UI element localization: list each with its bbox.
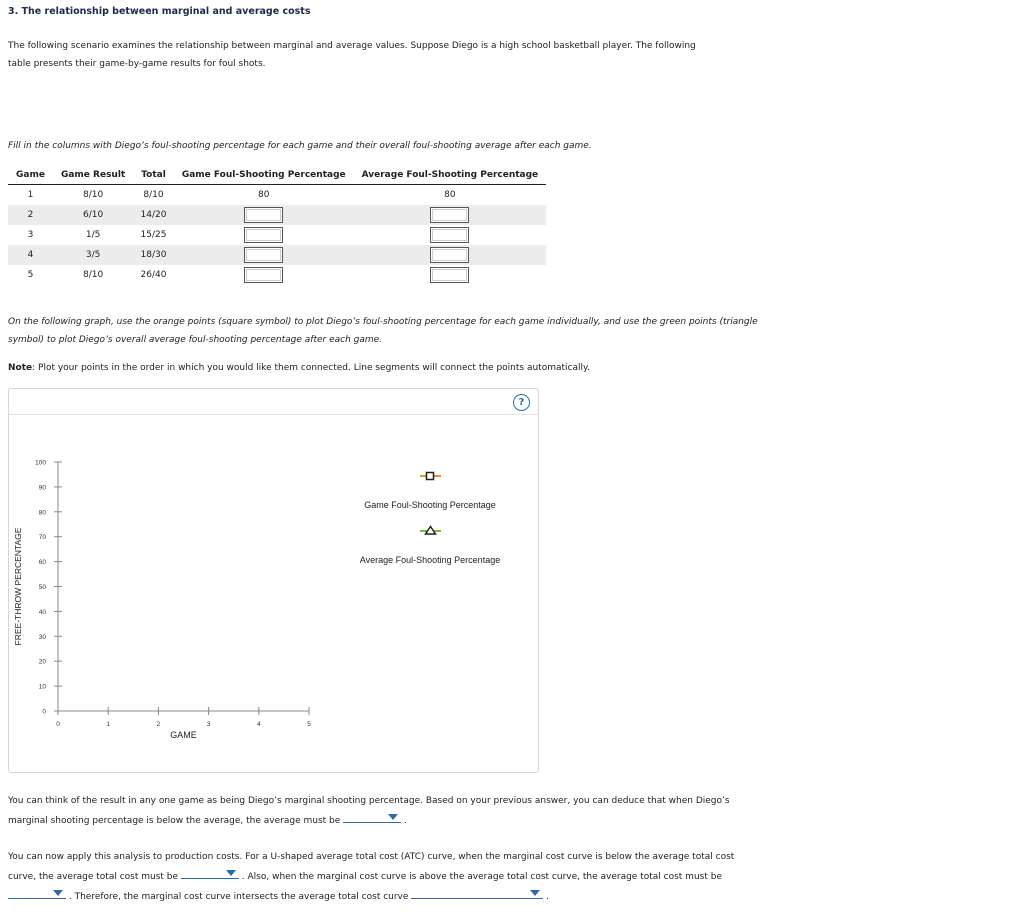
question-1-text: You can think of the result in any one game as being Diego’s marginal shooting percentage. Based on your previous answer, you can deduce that when Diego’s marginal shooting percentage is below the average, the average must be [8,796,730,826]
y-tick-label: 90 [38,484,46,492]
legend-game-pct-marker[interactable] [420,473,441,480]
x-tick-label: 3 [206,721,211,728]
y-tick-label: 50 [38,584,46,591]
cell-result: 6/10 [53,205,133,225]
question-2 [8,848,738,907]
help-icon[interactable]: ? [513,394,530,411]
cell-total: 15/25 [140,230,167,240]
cell-total: 14/20 [133,205,174,225]
cell-game: 4 [8,245,53,265]
table-instruction: Fill in the columns with Diego’s foul-shooting percentage for each game and their overall foul-shooting average after each game. [8,141,592,151]
cell-game-pct [174,265,354,285]
y-tick-label: 0 [42,708,46,716]
col-header-game-pct: Game Foul-Shooting Percentage [174,166,354,185]
graph-panel [8,388,539,773]
col-header-avg-pct: Average Foul-Shooting Percentage [354,166,547,185]
intro-text: The following scenario examines the relationship between marginal and average values. Suppose Diego is a high school basketball player. The following table presents their game-by-game results for foul shots. [8,41,696,69]
x-tick-label: 0 [56,721,60,728]
col-header-total: Total [133,166,174,185]
cell-total: 26/40 [140,270,167,280]
avg-pct-input-4[interactable] [430,247,469,263]
y-axis-label: FREE-THROW PERCENTAGE [13,527,23,646]
x-axis-label: GAME [170,730,197,740]
dropdown-q2c[interactable] [411,887,543,899]
y-tick-label: 10 [38,683,46,691]
x-tick-label: 4 [256,721,261,728]
y-tick-label: 80 [38,509,46,517]
x-tick-label: 5 [307,721,311,728]
cell-avg-pct [354,245,547,265]
x-tick-label: 2 [156,721,161,728]
table-row [8,225,546,245]
game-pct-input-3[interactable] [244,227,283,243]
cell-game: 2 [8,205,53,225]
cell-game-pct [174,205,354,225]
legend-avg-pct-label: Average Foul-Shooting Percentage [359,555,501,565]
table-row [8,245,546,265]
x-tick-label: 1 [106,721,111,728]
note-text [8,363,590,373]
col-header-game-result: Game Result [53,166,133,185]
y-tick-label: 20 [38,658,46,666]
y-tick-label: 100 [35,459,46,467]
cell-total: 18/30 [133,245,174,265]
cell-avg-pct [354,205,547,225]
game-pct-input-2[interactable] [244,207,283,223]
avg-pct-input-3[interactable] [430,227,469,243]
game-pct-input-4[interactable] [244,247,283,263]
dropdown-q2a[interactable] [181,867,239,879]
dropdown-q1[interactable] [343,811,401,823]
note-label: Note [8,363,33,373]
cell-game-pct: 80 [257,190,270,200]
y-tick-label: 30 [38,633,46,641]
cell-game: 3 [27,230,34,240]
note-body: : Plot your points in the order in which you would like them connected. Line segments will connect the points automatically. [32,363,590,373]
cell-avg-pct [354,265,547,285]
question-2-part2: . Also, when the marginal cost curve is above the average total cost curve, the average total cost must be [241,872,722,882]
question-2-part3: . Therefore, the marginal cost curve intersects the average total cost curve [68,892,409,902]
avg-pct-input-5[interactable] [430,267,469,283]
question-2-period: . [546,892,550,902]
cell-avg-pct [354,225,547,245]
plot-area[interactable] [13,460,311,741]
cell-game-pct [174,225,354,245]
legend-avg-pct-marker[interactable] [420,527,441,535]
dropdown-q2b[interactable] [8,887,66,899]
col-header-game: Game [8,166,53,185]
cell-result: 8/10 [82,190,104,200]
cell-total: 8/10 [143,190,164,200]
cell-game-pct [174,245,354,265]
avg-pct-input-2[interactable] [430,207,469,223]
table-row [8,185,546,206]
question-1-period: . [404,816,407,826]
cell-result: 3/5 [53,245,133,265]
chart-svg [9,389,538,772]
cell-avg-pct: 80 [444,190,456,200]
legend-game-pct-label: Game Foul-Shooting Percentage [364,500,496,510]
table-row [8,205,546,225]
question-1 [8,792,738,831]
y-tick-label: 40 [38,608,46,616]
question-2-part1: You can now apply this analysis to production costs. For a U-shaped average total cost (ATC) curve, when the marginal cost curve is below the average total cost curve, the average total cost must be [8,852,735,882]
cell-game: 1 [27,190,34,200]
legend [360,473,500,566]
cell-result: 8/10 [82,270,104,280]
y-tick-label: 60 [38,559,46,567]
game-pct-input-5[interactable] [244,267,283,283]
table-row [8,265,546,285]
foul-shot-table [8,166,546,285]
graph-instructions: On the following graph, use the orange points (square symbol) to plot Diego’s foul-shooting percentage for each game individually, and use the green points (triangle symbol) to plot Diego’s overall average foul-shooting percentage after each game. [8,317,758,345]
section-title: 3. The relationship between marginal and average costs [8,6,311,17]
y-tick-label: 70 [38,534,46,542]
cell-game: 5 [27,270,34,280]
cell-result: 1/5 [85,230,101,240]
